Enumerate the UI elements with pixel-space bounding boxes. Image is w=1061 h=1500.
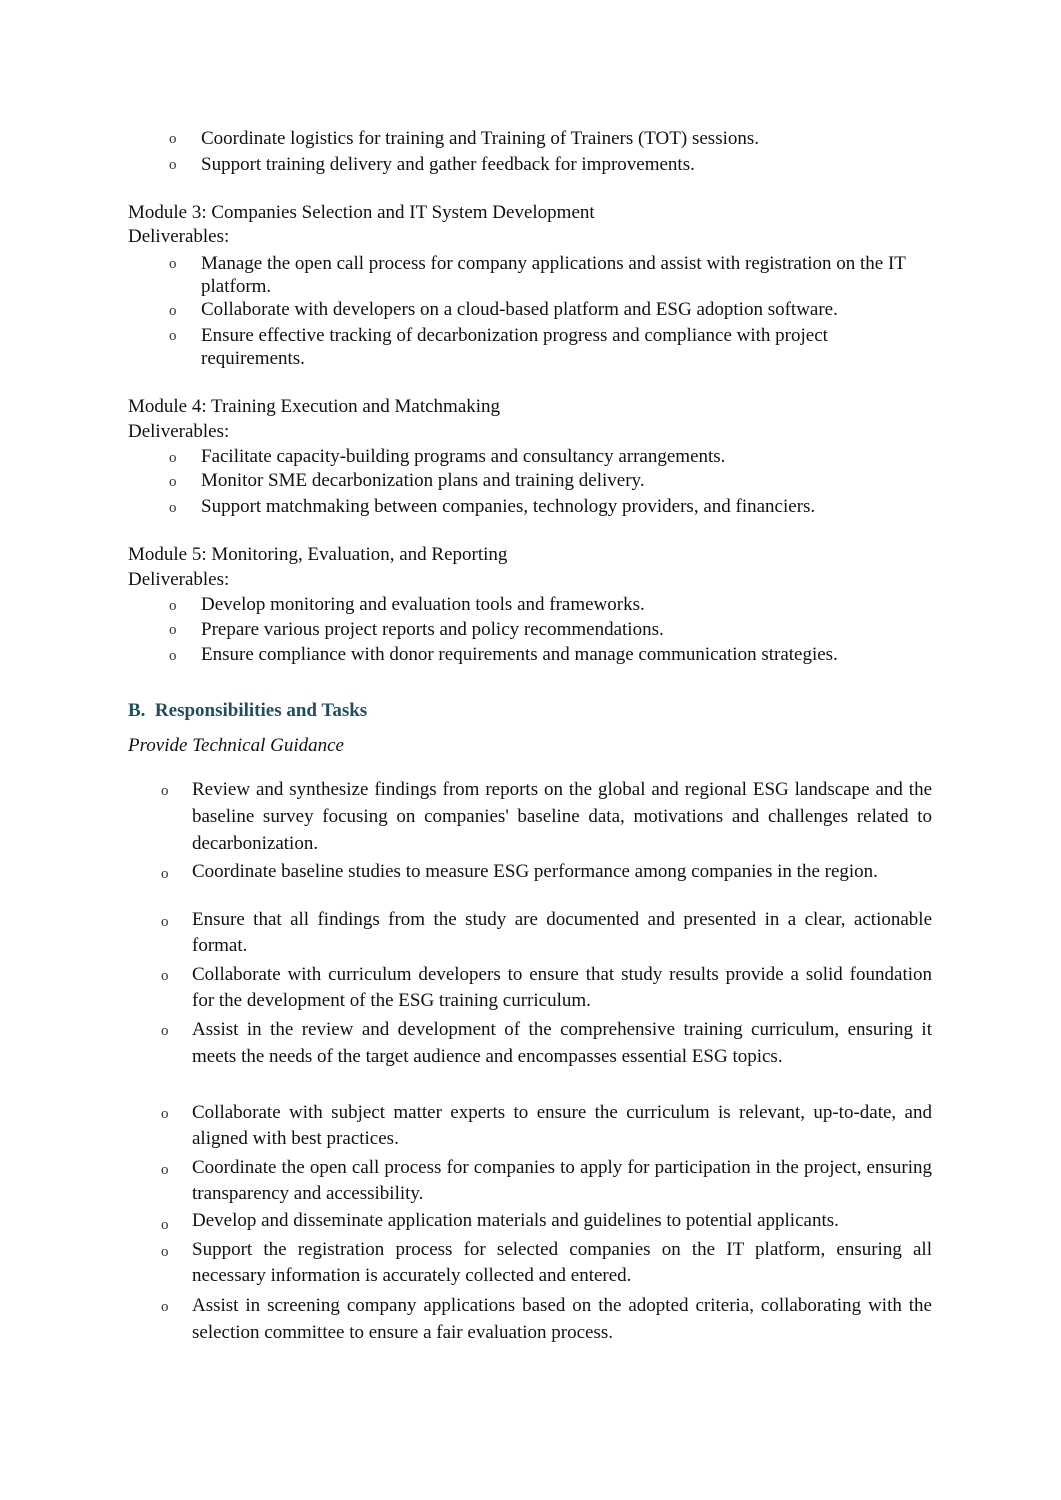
deliverables-label: Deliverables: — [128, 226, 230, 247]
bullet-icon: o — [161, 1106, 169, 1122]
bullet-icon: o — [169, 474, 177, 490]
bullet-icon: o — [161, 1299, 169, 1315]
list-item: Collaborate with developers on a cloud-based platform and ESG adoption software. — [201, 299, 838, 320]
list-item: Ensure compliance with donor requirements and manage communication strategies. — [201, 644, 838, 665]
bullet-icon: o — [161, 1162, 169, 1178]
list-item: Collaborate with curriculum developers to ensure that study results provide a solid foundation for the development of the ESG training curriculum. — [192, 964, 932, 1011]
list-item: Support training delivery and gather feedback for improvements. — [201, 154, 695, 175]
module-title: Module 5: Monitoring, Evaluation, and Reporting — [128, 544, 508, 565]
section-subheading: Provide Technical Guidance — [128, 735, 344, 756]
list-item: Prepare various project reports and policy recommendations. — [201, 619, 664, 640]
bullet-icon: o — [169, 303, 177, 319]
list-item: Facilitate capacity-building programs and consultancy arrangements. — [201, 446, 726, 467]
list-item: Ensure effective tracking of decarbonization progress and compliance with project requirements. — [201, 325, 828, 369]
bullet-icon: o — [161, 1244, 169, 1260]
list-item: Collaborate with subject matter experts to ensure the curriculum is relevant, up-to-date, and aligned with best practices. — [192, 1102, 932, 1149]
list-item: Support matchmaking between companies, technology providers, and financiers. — [201, 496, 816, 517]
bullet-icon: o — [169, 622, 177, 638]
bullet-icon: o — [161, 866, 169, 882]
bullet-icon: o — [169, 598, 177, 614]
list-item: Coordinate baseline studies to measure ESG performance among companies in the region. — [192, 861, 878, 882]
deliverables-label: Deliverables: — [128, 421, 230, 442]
bullet-icon: o — [169, 500, 177, 516]
bullet-icon: o — [161, 1023, 169, 1039]
list-item: Assist in screening company applications based on the adopted criteria, collaborating with the selection committee to ensure a fair evaluation process. — [192, 1295, 932, 1343]
bullet-icon: o — [169, 256, 177, 272]
list-item: Develop and disseminate application materials and guidelines to potential applicants. — [192, 1210, 839, 1231]
deliverables-label: Deliverables: — [128, 569, 230, 590]
section-heading: B. Responsibilities and Tasks — [128, 700, 368, 721]
list-item: Develop monitoring and evaluation tools and frameworks. — [201, 594, 645, 615]
module-title: Module 3: Companies Selection and IT System Development — [128, 202, 595, 223]
list-item: Coordinate logistics for training and Training of Trainers (TOT) sessions. — [201, 128, 760, 149]
bullet-icon: o — [169, 328, 177, 344]
bullet-icon: o — [169, 648, 177, 664]
bullet-icon: o — [161, 783, 169, 799]
bullet-icon: o — [169, 450, 177, 466]
list-item: Review and synthesize findings from reports on the global and regional ESG landscape and the baseline survey focusing on companies' baseline data, motivations and challenges related to decarbonization. — [192, 779, 932, 854]
list-item: Coordinate the open call process for companies to apply for participation in the project, ensuring transparency and accessibility. — [192, 1157, 932, 1204]
list-item: Manage the open call process for company applications and assist with registration on the IT platform. — [201, 253, 906, 297]
bullet-icon: o — [161, 1217, 169, 1233]
bullet-icon: o — [169, 157, 177, 173]
list-item: Monitor SME decarbonization plans and training delivery. — [201, 470, 645, 491]
bullet-icon: o — [161, 968, 169, 984]
bullet-icon: o — [169, 131, 177, 147]
module-title: Module 4: Training Execution and Matchmaking — [128, 396, 501, 417]
bullet-icon: o — [161, 914, 169, 930]
list-item: Ensure that all findings from the study are documented and presented in a clear, actionable format. — [192, 909, 932, 956]
list-item: Support the registration process for selected companies on the IT platform, ensuring all necessary information is accurately collected and entered. — [192, 1239, 932, 1286]
list-item: Assist in the review and development of the comprehensive training curriculum, ensuring it meets the needs of the target audience and encompasses essential ESG topics. — [192, 1019, 932, 1067]
